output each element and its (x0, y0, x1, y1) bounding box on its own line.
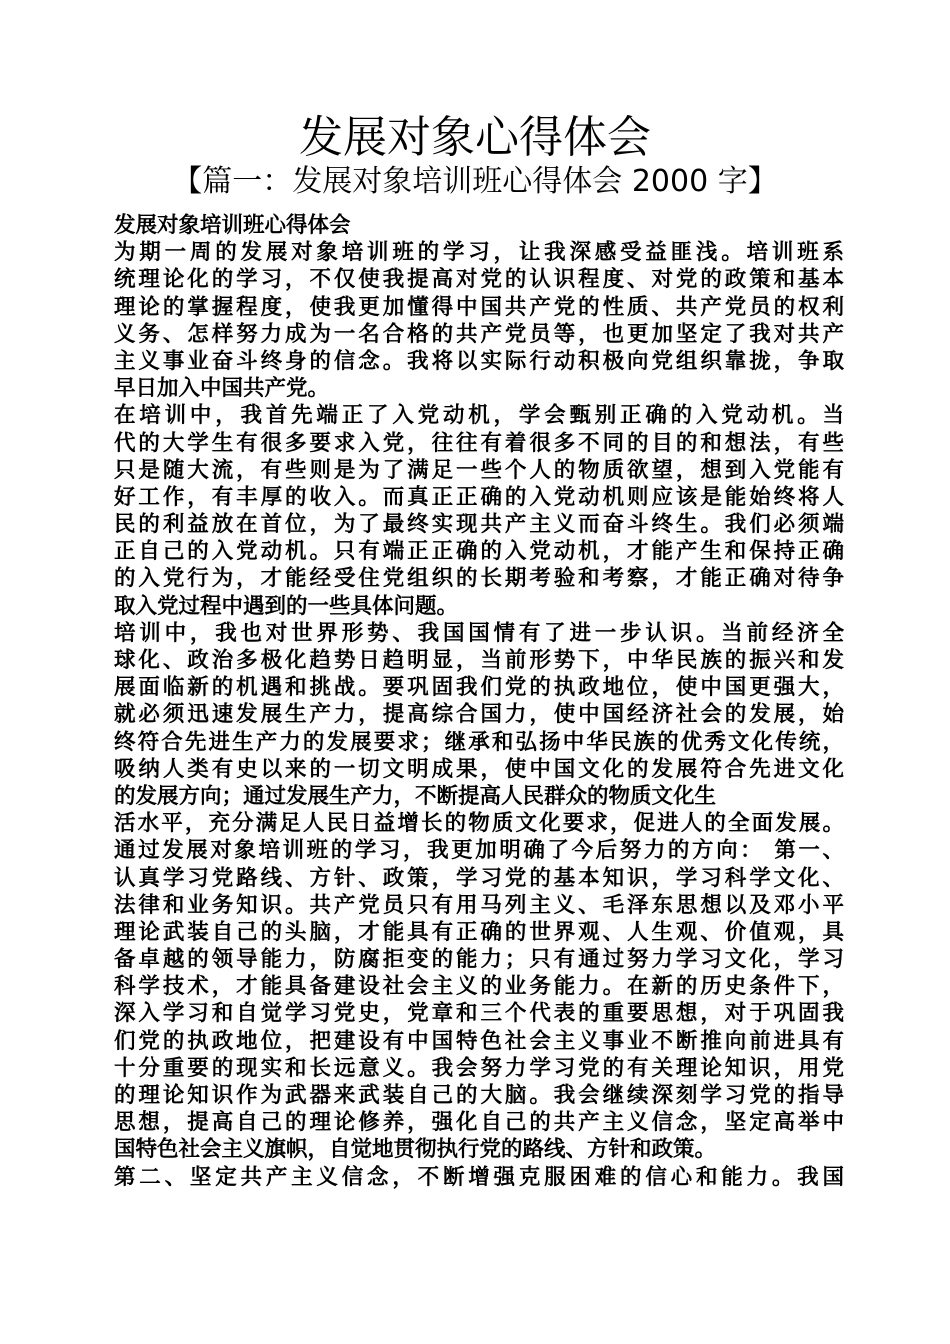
text-line: 代的大学生有很多要求入党，往往有着很多不同的目的和想法，有些 (114, 430, 844, 456)
text-line: 十分重要的现实和长远意义。我会努力学习党的有关理论知识，用党 (114, 1055, 844, 1081)
document-title: 发展对象心得体会 (299, 112, 651, 163)
text-line: 深入学习和自觉学习党史，党章和三个代表的重要思想，对于巩固我 (114, 1001, 844, 1027)
text-line: 认真学习党路线、方针、政策，学习党的基本知识，学习科学文化、 (114, 865, 844, 891)
text-line: 好工作，有丰厚的收入。而真正正确的入党动机则应该是能始终将人 (114, 484, 844, 510)
text-line: 早日加入中国共产党。 (114, 376, 330, 402)
text-line: 理论武装自己的头脑，才能具有正确的世界观、人生观、价值观，具 (114, 919, 844, 945)
text-line: 主义事业奋斗终身的信念。我将以实际行动积极向党组织靠拢，争取 (114, 348, 844, 374)
text-line: 的理论知识作为武器来武装自己的大脑。我会继续深刻学习党的指导 (114, 1083, 844, 1108)
text-line: 活水平，充分满足人民日益增长的物质文化要求，促进人的全面发展。 (114, 811, 844, 837)
text-line: 的发展方向；通过发展生产力，不断提高人民群众的物质文化生 (114, 783, 717, 809)
text-line: 吸纳人类有史以来的一切文明成果，使中国文化的发展符合先进文化 (114, 756, 844, 782)
text-line: 终符合先进生产力的发展要求；继承和弘扬中华民族的优秀文化传统， (114, 729, 844, 755)
text-line: 统理论化的学习，不仅使我提高对党的认识程度、对党的政策和基本 (114, 267, 844, 293)
text-line: 发展对象培训班心得体会 (114, 213, 351, 238)
text-line: 球化、政治多极化趋势日趋明显，当前形势下，中华民族的振兴和发 (114, 648, 844, 673)
text-line: 培训中，我也对世界形势、我国国情有了进一步认识。当前经济全 (114, 620, 844, 646)
text-line: 的入党行为，才能经受住党组织的长期考验和考察，才能正确对待争 (114, 566, 844, 592)
text-line: 为期一周的发展对象培训班的学习，让我深感受益匪浅。培训班系 (114, 240, 844, 266)
text-line: 国特色社会主义旗帜，自觉地贯彻执行党的路线、方针和政策。 (114, 1137, 717, 1163)
text-line: 备卓越的领导能力，防腐拒变的能力；只有通过努力学习文化，学习 (114, 947, 844, 973)
document-subtitle: 【篇一：发展对象培训班心得体会 2000 字】 (172, 164, 778, 199)
text-line: 民的利益放在首位，为了最终实现共产主义而奋斗终生。我们必须端 (114, 512, 844, 538)
text-line: 只是随大流，有些则是为了满足一些个人的物质欲望，想到入党能有 (114, 457, 844, 483)
text-line: 法律和业务知识。共产党员只有用马列主义、毛泽东思想以及邓小平 (114, 892, 844, 918)
text-line: 第二、坚定共产主义信念，不断增强克服困难的信心和能力。我国 (114, 1164, 844, 1190)
text-line: 思想，提高自己的理论修养，强化自己的共产主义信念，坚定高举中 (114, 1110, 844, 1136)
text-line: 理论的掌握程度，使我更加懂得中国共产党的性质、共产党员的权利 (114, 294, 844, 320)
text-line: 科学技术，才能具备建设社会主义的业务能力。在新的历史条件下， (114, 974, 844, 1000)
document-body (114, 212, 844, 1191)
text-line: 们党的执政地位，把建设有中国特色社会主义事业不断推向前进具有 (114, 1028, 844, 1054)
text-line: 取入党过程中遇到的一些具体问题。 (114, 593, 459, 619)
text-line: 展面临新的机遇和挑战。要巩固我们党的执政地位，使中国更强大， (114, 675, 844, 701)
text-line: 正自己的入党动机。只有端正正确的入党动机，才能产生和保持正确 (114, 539, 844, 565)
text-line: 就必须迅速发展生产力，提高综合国力，使中国经济社会的发展，始 (114, 702, 844, 728)
text-line: 通过发展对象培训班的学习，我更加明确了今后努力的方向： 第一、 (114, 838, 844, 864)
text-line: 在培训中，我首先端正了入党动机，学会甄别正确的入党动机。当 (114, 403, 844, 429)
text-line: 义务、怎样努力成为一名合格的共产党员等，也更加坚定了我对共产 (114, 321, 844, 347)
